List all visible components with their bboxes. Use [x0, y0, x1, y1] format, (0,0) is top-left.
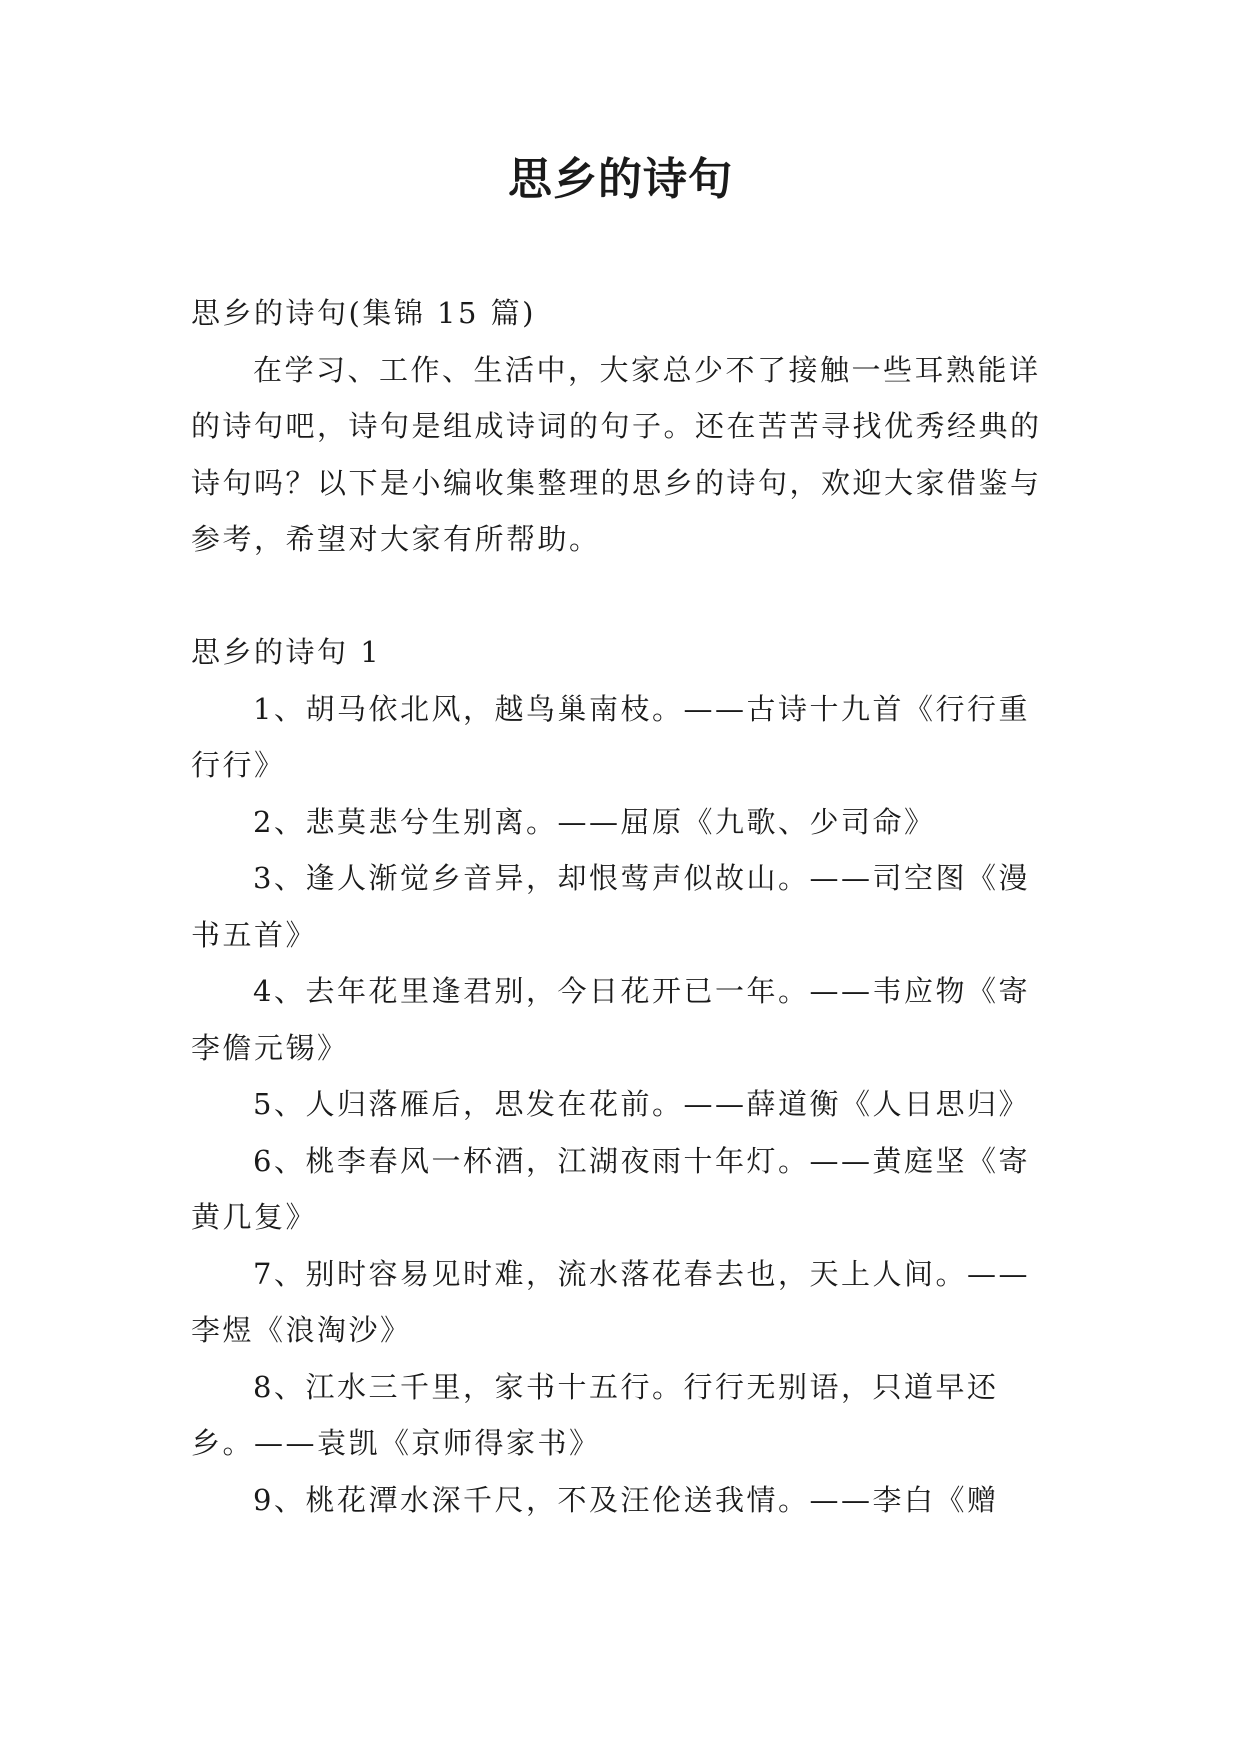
- section-heading: 思乡的诗句 1: [191, 635, 382, 669]
- poem-line-item: 4、去年花里逢君别，今日花开已一年。——韦应物《寄李儋元锡》: [191, 974, 1030, 1065]
- poem-line-item: 1、胡马依北风，越鸟巢南枝。——古诗十九首《行行重行行》: [191, 691, 1030, 782]
- poem-line-item: 8、江水三千里，家书十五行。行行无别语，只道早还乡。——袁凯《京师得家书》: [191, 1369, 999, 1460]
- document-title: 思乡的诗句: [508, 154, 733, 205]
- document-subtitle: 思乡的诗句(集锦 15 篇): [191, 296, 536, 330]
- paragraph-spacer: [191, 568, 1051, 625]
- document-body: [191, 285, 1051, 1528]
- poem-line-item: 3、逢人渐觉乡音异，却恨莺声似故山。——司空图《漫书五首》: [191, 861, 1030, 952]
- poem-line-item: 7、别时容易见时难，流水落花春去也，天上人间。——李煜《浪淘沙》: [191, 1256, 1030, 1347]
- poem-line-item: 2、悲莫悲兮生别离。——屈原《九歌、少司命》: [253, 804, 936, 839]
- poem-line-item: 6、桃李春风一杯酒，江湖夜雨十年灯。——黄庭坚《寄黄几复》: [191, 1143, 1030, 1234]
- poem-line-item: 9、桃花潭水深千尺，不及汪伦送我情。——李白《赠: [253, 1482, 999, 1517]
- poem-line-item: 5、人归落雁后，思发在花前。——薛道衡《人日思归》: [253, 1087, 1030, 1121]
- intro-paragraph: 在学习、工作、生活中，大家总少不了接触一些耳熟能详的诗句吧，诗句是组成诗词的句子。还在苦苦寻找优秀经典的诗句吗？以下是小编收集整理的思乡的诗句，欢迎大家借鉴与参考，希望对大家有所帮助。: [191, 352, 1042, 556]
